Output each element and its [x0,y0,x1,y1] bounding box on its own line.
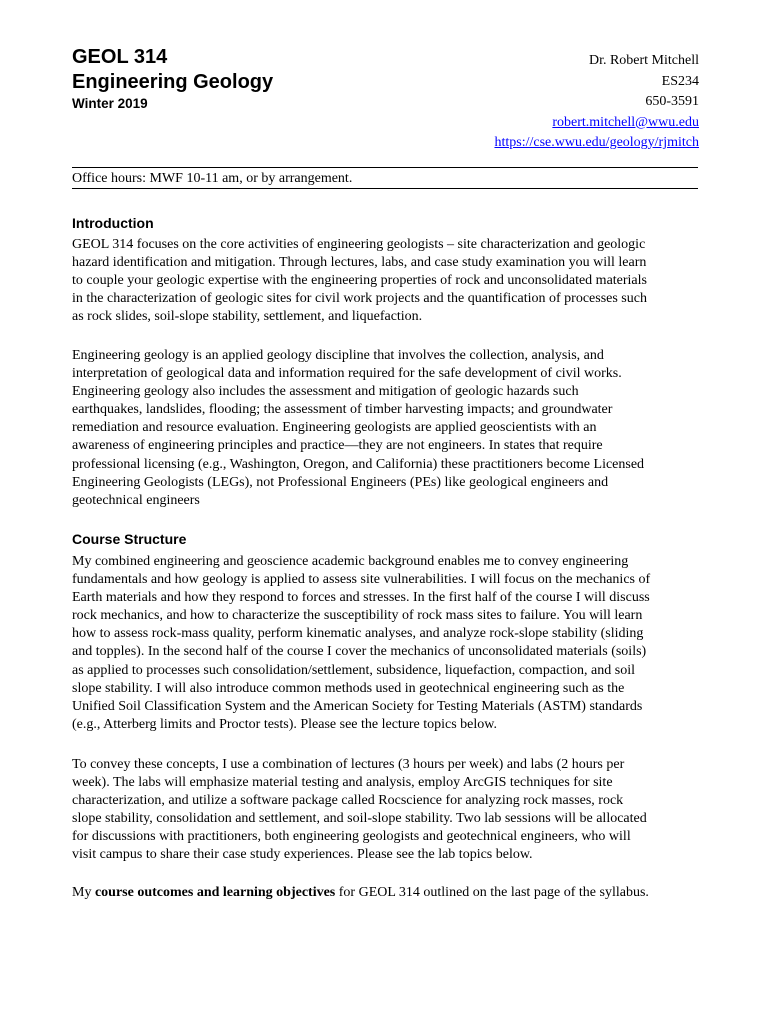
introduction-paragraph-2 [72,347,712,510]
instructor-name: Dr. Robert Mitchell [588,53,699,68]
phone-number: 650-3591 [645,94,699,109]
text-line: Unified Soil Classification System and the American Society for Testing Materials (ASTM) standards [72,698,643,714]
office-room: ES234 [661,73,699,89]
text-line: to couple your geologic expertise with the engineering properties of rock and unconsolidated materials [72,273,647,289]
course-structure-paragraph-2 [72,756,712,865]
office-hours: Office hours: MWF 10-11 am, or by arrangement. [72,171,353,186]
text-line: awareness of engineering principles and practice—they are not engineers. In states that require [72,438,603,454]
text-line: interpretation of geological data and information required for the safe development of civil works. [72,366,622,382]
text-line: Engineering Geologists (LEGs), not Professional Engineers (PEs) like geological engineers and [72,474,609,490]
text-line: professional licensing (e.g., Washington, Oregon, and California) these practitioners become Licensed [72,456,645,472]
text-line: as rock slides, soil-slope stability, settlement, and liquefaction. [72,309,423,325]
course-title: Engineering Geology [72,71,274,93]
introduction-heading: Introduction [72,215,154,231]
introduction-paragraph-1 [72,236,712,326]
text-line: To convey these concepts, I use a combination of lectures (3 hours per week) and labs (2 hours per [72,757,625,772]
office-hours-bottom-rule [72,188,698,189]
outcomes-prefix: My [72,885,95,900]
email-link[interactable]: robert.mitchell@wwu.edu [552,114,699,130]
course-outcomes-line [72,884,712,902]
outcomes-suffix: for GEOL 314 outlined on the last page of the syllabus. [335,885,649,900]
text-line: GEOL 314 focuses on the core activities of engineering geologists – site characterization and geologic [72,237,646,252]
text-line: and topples). In the second half of the course I cover the mechanics of unconsolidated materials (soils) [72,644,647,660]
text-line: (e.g., Atterberg limits and Proctor tests). Please see the lecture topics below. [72,716,497,732]
text-line: fundamentals and how geology is applied to assess site vulnerabilities. I will focus on the mechanics of [72,572,651,588]
course-code: GEOL 314 [72,46,168,68]
text-line: as applied to processes such consolidation/settlement, subsidence, liquefaction, compaction, and soil [72,662,635,678]
website-link[interactable]: https://cse.wwu.edu/geology/rjmitch [494,135,699,150]
text-line: how to assess rock-mass quality, perform kinematic analyses, and analyze rock-slope stability (sliding [72,626,644,642]
text-line: earthquakes, landslides, flooding; the assessment of timber harvesting impacts; and groundwater [72,402,613,418]
course-header [72,45,273,113]
text-line: for discussions with practitioners, both engineering geologists and geotechnical engineers, who will [72,829,631,845]
outcomes-bold-phrase: course outcomes and learning objectives [94,885,336,900]
instructor-contact [494,51,699,154]
text-line: Engineering geology is an applied geology discipline that involves the collection, analysis, and [72,348,604,363]
text-line: visit campus to share their case study experiences. Please see the lab topics below. [72,847,533,863]
text-line: in the characterization of geologic sites for civil work projects and the quantification of processes such [72,291,647,307]
text-line: remediation and resource evaluation. Engineering geologists are applied geoscientists with an [72,420,597,436]
course-term: Winter 2019 [72,96,148,111]
text-line: My combined engineering and geoscience academic background enables me to convey engineering [72,554,629,569]
text-line: geotechnical engineers [72,492,200,508]
office-hours-top-rule [72,167,698,168]
text-line: Earth materials and how they respond to forces and stresses. In the first half of the course I will discuss [72,590,650,606]
text-line: characterization, and utilize a software package called Rocscience for analyzing rock masses, rock [72,793,624,809]
text-line: slope stability. I will also introduce common methods used in geotechnical engineering such as the [72,680,625,696]
text-line: week). The labs will emphasize material testing and analysis, employ ArcGIS techniques for site [72,775,613,791]
course-structure-paragraph-1 [72,553,712,734]
text-line: rock mechanics, and how to characterize the susceptibility of rock mass sites to failure. You will learn [72,608,643,624]
text-line: hazard identification and mitigation. Through lectures, labs, and case study examination you will learn [72,255,647,271]
text-line: Engineering geology also includes the assessment and mitigation of geologic hazards such [72,384,579,400]
course-structure-heading: Course Structure [72,531,187,547]
text-line: slope stability, consolidation and settlement, and soil-slope stability. Two lab sessions will be allocated [72,811,647,827]
